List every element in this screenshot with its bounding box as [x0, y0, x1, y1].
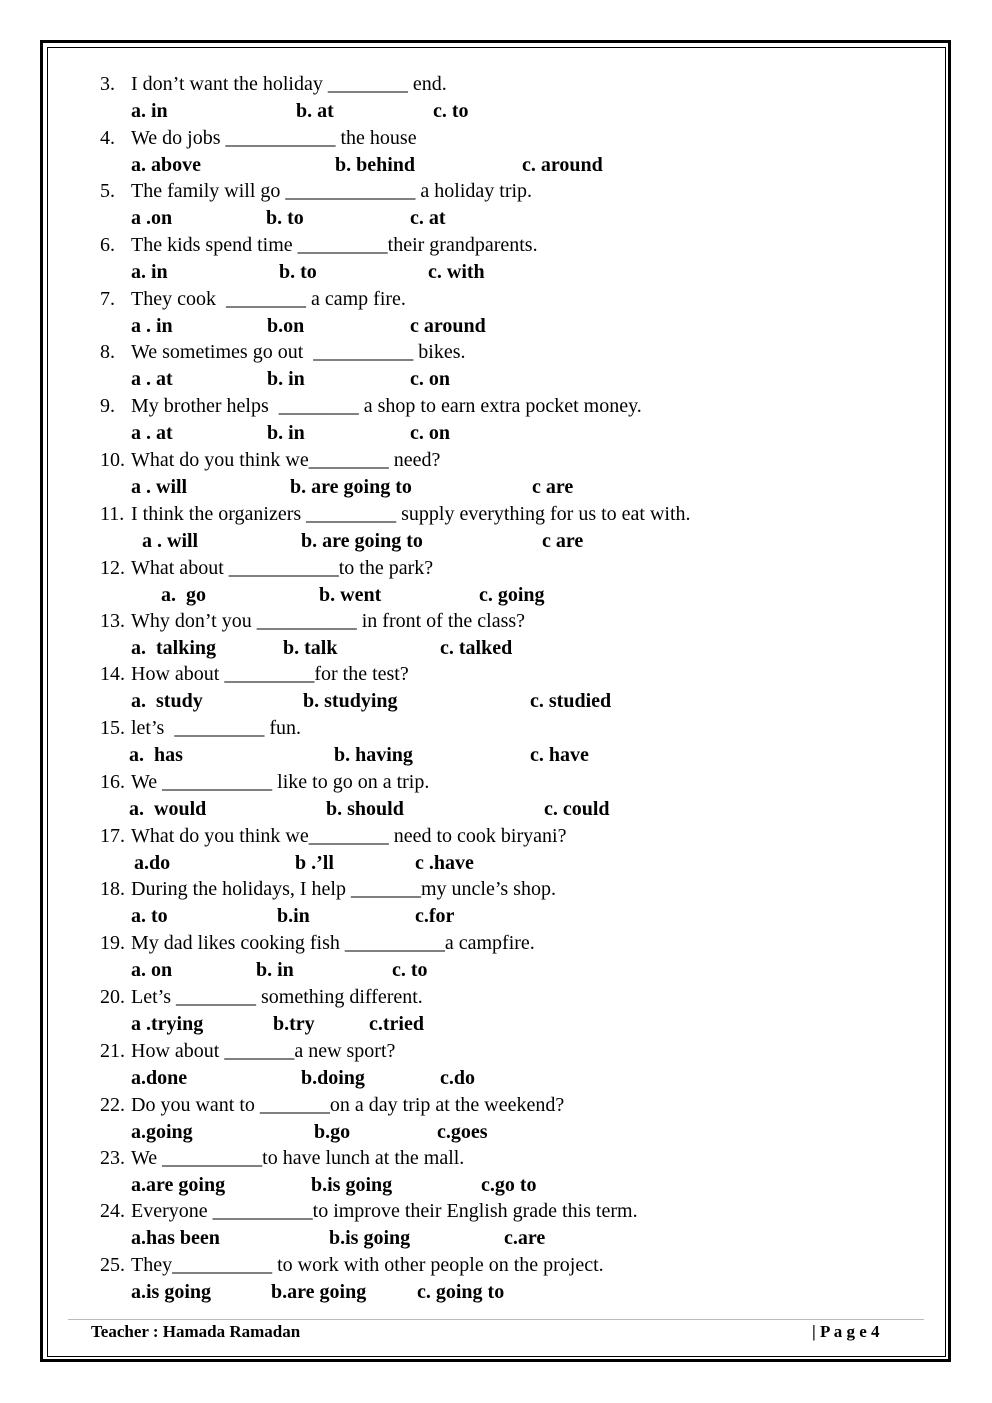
question-number: 25.: [100, 1254, 125, 1276]
answer-option: b.is going: [311, 1174, 393, 1196]
answer-option: a . will: [142, 530, 199, 552]
answer-option: b. behind: [335, 154, 416, 176]
answer-option: c.goes: [437, 1121, 488, 1143]
question-22: [100, 1093, 564, 1117]
answer-option: a.is going: [131, 1281, 212, 1303]
answer-option: b. are going to: [301, 530, 423, 552]
question-text: What do you think we________ need?: [131, 449, 441, 471]
answer-option: c. to: [392, 959, 428, 981]
answer-option: b. talk: [283, 637, 338, 659]
question-text: We do jobs ___________ the house: [131, 127, 417, 149]
question-text: Why don’t you __________ in front of the class?: [131, 610, 526, 632]
question-6: [100, 233, 538, 257]
answer-option: a.are going: [131, 1174, 226, 1196]
question-number: 22.: [100, 1094, 125, 1116]
question-text: They__________ to work with other people on the project.: [131, 1254, 604, 1276]
answer-option: b.try: [273, 1013, 315, 1035]
question-number: 16.: [100, 771, 125, 793]
answer-option: a. study: [131, 690, 203, 712]
question-11: [100, 502, 691, 526]
question-text: We sometimes go out __________ bikes.: [131, 341, 466, 363]
answer-option: b. went: [319, 584, 382, 606]
answer-option: a . in: [131, 315, 173, 337]
question-number: 9.: [100, 395, 115, 417]
answer-option: a. has: [129, 744, 183, 766]
question-text: What do you think we________ need to cook biryani?: [131, 825, 567, 847]
question-number: 8.: [100, 341, 115, 363]
question-text: How about _______a new sport?: [131, 1040, 396, 1062]
answer-option: c. to: [433, 100, 469, 122]
answer-option: a. above: [131, 154, 201, 176]
answer-option: a .trying: [131, 1013, 204, 1035]
answer-option: a. in: [131, 261, 168, 283]
question-16: [100, 770, 429, 794]
question-text: Let’s ________ something different.: [131, 986, 423, 1008]
question-18: [100, 877, 556, 901]
answer-option: c. at: [410, 207, 446, 229]
answer-option: b.doing: [301, 1067, 365, 1089]
answer-option: a.done: [131, 1067, 188, 1089]
answer-option: a.has been: [131, 1227, 220, 1249]
question-13: [100, 609, 525, 633]
question-text: We __________to have lunch at the mall.: [131, 1147, 465, 1169]
answer-option: c are: [532, 476, 574, 498]
question-number: 13.: [100, 610, 125, 632]
answer-option: b.go: [314, 1121, 351, 1143]
answer-option: c. going to: [417, 1281, 505, 1303]
question-19: [100, 931, 535, 955]
answer-option: b. in: [267, 368, 305, 390]
answer-option: b.on: [267, 315, 305, 337]
answer-option: a. would: [129, 798, 207, 820]
question-text: Do you want to _______on a day trip at the weekend?: [131, 1094, 565, 1116]
answer-option: c.for: [415, 905, 455, 927]
question-25: [100, 1253, 604, 1277]
question-text: We ___________ like to go on a trip.: [131, 771, 430, 793]
question-text: My brother helps ________ a shop to earn extra pocket money.: [131, 395, 642, 417]
answer-option: c. have: [530, 744, 589, 766]
question-15: [100, 716, 301, 740]
question-24: [100, 1199, 638, 1223]
question-number: 21.: [100, 1040, 125, 1062]
answer-option: c are: [542, 530, 584, 552]
question-text: Everyone __________to improve their English grade this term.: [131, 1200, 638, 1222]
answer-option: c. on: [410, 422, 450, 444]
answer-option: a . at: [131, 422, 173, 444]
question-text: What about ___________to the park?: [131, 557, 434, 579]
footer-page-number: | P a g e 4: [812, 1322, 880, 1341]
question-20: [100, 985, 423, 1009]
answer-option: b. in: [256, 959, 294, 981]
question-number: 11.: [100, 503, 125, 525]
question-number: 12.: [100, 557, 125, 579]
question-number: 4.: [100, 127, 115, 149]
question-7: [100, 287, 406, 311]
answer-option: b. are going to: [290, 476, 412, 498]
answer-option: b. at: [296, 100, 334, 122]
answer-option: b.are going: [271, 1281, 367, 1303]
answer-option: a . at: [131, 368, 173, 390]
footer-divider: [68, 1319, 924, 1320]
question-3: [100, 72, 447, 96]
question-number: 10.: [100, 449, 125, 471]
answer-option: c. on: [410, 368, 450, 390]
answer-option: c. talked: [440, 637, 513, 659]
question-number: 5.: [100, 180, 115, 202]
answer-option: b. having: [334, 744, 413, 766]
question-text: I don’t want the holiday ________ end.: [131, 73, 447, 95]
answer-option: c. around: [522, 154, 603, 176]
answer-option: a.do: [134, 852, 171, 874]
question-text: I think the organizers _________ supply everything for us to eat with.: [131, 503, 691, 525]
footer-teacher: Teacher : Hamada Ramadan: [91, 1322, 301, 1341]
answer-option: c. with: [428, 261, 485, 283]
answer-option: b .’ll: [295, 852, 334, 874]
question-12: [100, 556, 433, 580]
answer-option: b. to: [266, 207, 304, 229]
answer-option: a. to: [131, 905, 168, 927]
answer-option: c .have: [415, 852, 474, 874]
question-number: 23.: [100, 1147, 125, 1169]
question-23: [100, 1146, 464, 1170]
question-text: During the holidays, I help _______my uncle’s shop.: [131, 878, 556, 900]
question-text: let’s _________ fun.: [131, 717, 301, 739]
question-number: 14.: [100, 663, 125, 685]
question-number: 6.: [100, 234, 115, 256]
answer-option: a . will: [131, 476, 188, 498]
question-number: 18.: [100, 878, 125, 900]
answer-option: b. in: [267, 422, 305, 444]
answer-option: b. studying: [303, 690, 398, 712]
question-text: They cook ________ a camp fire.: [131, 288, 406, 310]
question-number: 17.: [100, 825, 125, 847]
answer-option: b. should: [326, 798, 404, 820]
answer-option: a. in: [131, 100, 168, 122]
answer-option: b. to: [279, 261, 317, 283]
question-5: [100, 179, 532, 203]
question-text: The kids spend time _________their grandparents.: [131, 234, 538, 256]
question-number: 3.: [100, 73, 115, 95]
question-text: The family will go _____________ a holiday trip.: [131, 180, 533, 202]
answer-option: b.is going: [329, 1227, 411, 1249]
answer-option: c.tried: [369, 1013, 424, 1035]
question-17: [100, 824, 566, 848]
question-number: 7.: [100, 288, 115, 310]
question-4: [100, 126, 417, 150]
question-number: 19.: [100, 932, 125, 954]
answer-option: a. talking: [131, 637, 217, 659]
question-text: My dad likes cooking fish __________a campfire.: [131, 932, 535, 954]
question-number: 15.: [100, 717, 125, 739]
answer-option: c around: [410, 315, 486, 337]
answer-option: a. go: [161, 584, 206, 606]
answer-option: b.in: [277, 905, 310, 927]
answer-option: c. could: [544, 798, 610, 820]
question-14: [100, 662, 409, 686]
question-10: [100, 448, 440, 472]
question-number: 20.: [100, 986, 125, 1008]
answer-option: c.do: [440, 1067, 475, 1089]
question-number: 24.: [100, 1200, 125, 1222]
answer-option: c.are: [504, 1227, 546, 1249]
answer-option: a.going: [131, 1121, 193, 1143]
answer-option: a .on: [131, 207, 173, 229]
answer-option: c. going: [479, 584, 545, 606]
answer-option: c.go to: [481, 1174, 537, 1196]
answer-option: a. on: [131, 959, 173, 981]
question-21: [100, 1039, 395, 1063]
question-text: How about _________for the test?: [131, 663, 409, 685]
answer-option: c. studied: [530, 690, 612, 712]
question-9: [100, 394, 642, 418]
question-8: [100, 340, 465, 364]
